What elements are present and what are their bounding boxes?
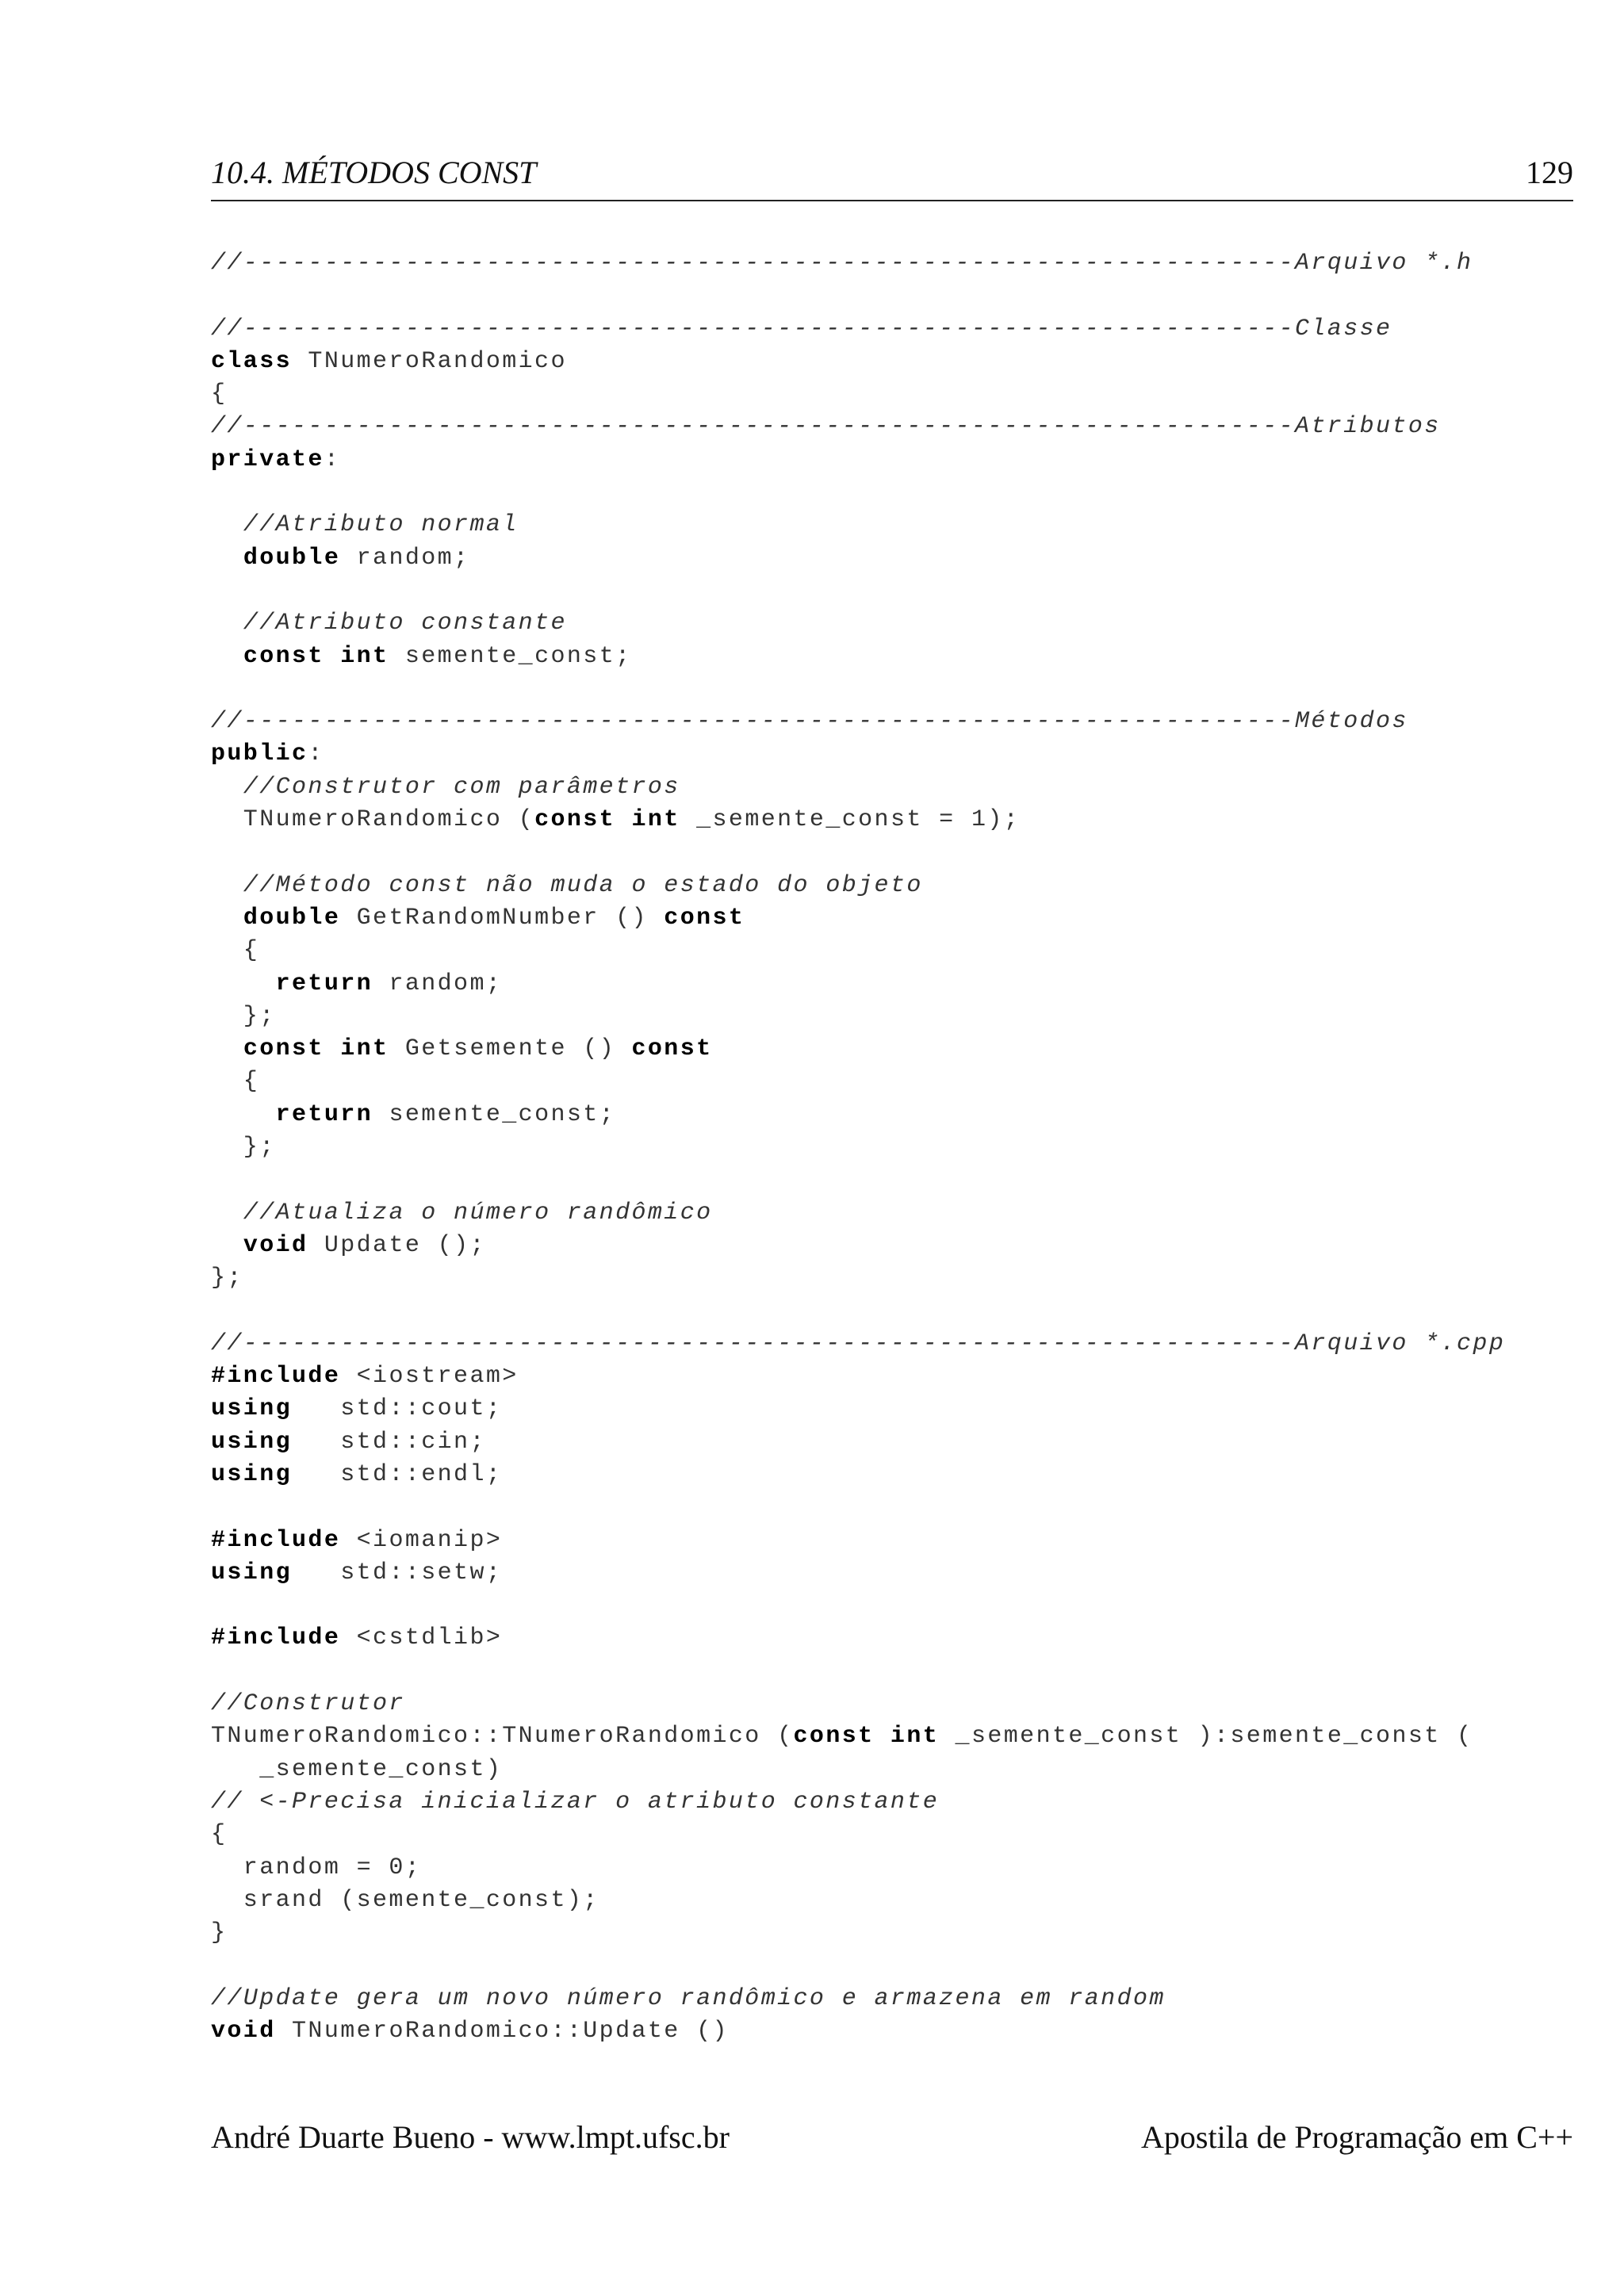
code-text: <iostream> — [340, 1363, 519, 1391]
code-line — [211, 411, 1591, 443]
code-keyword: const — [664, 904, 745, 932]
code-text: }; — [211, 1134, 276, 1161]
code-line — [211, 1720, 1591, 1753]
code-comment: //-----------------------------------------------------------------Arquivo *.cpp — [211, 1330, 1506, 1357]
code-keyword: #include — [211, 1363, 341, 1391]
code-keyword: void — [243, 1231, 308, 1259]
code-keyword: double — [243, 544, 341, 572]
code-line — [211, 1099, 1591, 1131]
code-text — [211, 970, 276, 997]
code-comment: //-----------------------------------------------------------------Métodos — [211, 708, 1408, 736]
code-line — [211, 1885, 1591, 1917]
code-line — [211, 641, 1591, 673]
code-text — [211, 872, 243, 899]
code-text — [211, 905, 243, 932]
code-keyword: using — [211, 1428, 293, 1456]
code-text: TNumeroRandomico::Update () — [275, 2018, 729, 2045]
code-keyword: return — [275, 970, 373, 997]
code-text: { — [211, 937, 260, 965]
code-line — [211, 1983, 1591, 2015]
code-line — [211, 1754, 1591, 1786]
code-keyword: using — [211, 1395, 293, 1423]
code-line — [211, 575, 1591, 607]
code-line — [211, 1950, 1591, 1982]
code-comment: //Construtor com parâmetros — [243, 773, 680, 801]
code-text: semente_const; — [389, 642, 632, 670]
code-text — [211, 1101, 276, 1128]
code-line — [211, 1688, 1591, 1720]
code-text: }; — [211, 1265, 243, 1292]
code-text: : — [308, 740, 324, 768]
code-text: random = 0; — [211, 1854, 422, 1881]
code-line — [211, 1557, 1591, 1590]
code-keyword: #include — [211, 1526, 341, 1554]
code-line — [211, 607, 1591, 640]
code-line — [211, 870, 1591, 902]
code-line — [211, 1655, 1591, 1688]
code-text: <iomanip> — [340, 1526, 503, 1554]
code-line — [211, 902, 1591, 935]
code-text: _semente_const = 1); — [680, 806, 1021, 834]
code-line — [211, 346, 1591, 378]
code-line — [211, 313, 1591, 346]
code-line — [211, 1819, 1591, 1851]
code-comment: //Update gera um novo número randômico e armazena em random — [211, 1984, 1166, 2012]
code-line — [211, 247, 1591, 280]
code-line — [211, 1197, 1591, 1230]
code-line — [211, 1590, 1591, 1622]
code-line — [211, 1131, 1591, 1164]
code-line — [211, 2015, 1591, 2048]
code-line — [211, 1033, 1591, 1066]
code-text — [211, 1232, 243, 1259]
code-comment: //-----------------------------------------------------------------Atributos — [211, 413, 1441, 441]
code-keyword: using — [211, 1460, 293, 1488]
code-text — [211, 643, 243, 670]
code-line — [211, 1164, 1591, 1196]
code-line — [211, 1360, 1591, 1393]
code-line — [211, 1328, 1591, 1360]
code-text: TNumeroRandomico — [292, 347, 567, 375]
code-keyword: double — [243, 904, 341, 932]
code-text: Update (); — [308, 1231, 486, 1259]
code-text: std::setw; — [292, 1559, 503, 1586]
code-text: _semente_const ):semente_const ( — [939, 1723, 1473, 1751]
code-line — [211, 771, 1591, 804]
code-line — [211, 542, 1591, 575]
code-text: { — [211, 1068, 260, 1096]
code-line — [211, 509, 1591, 541]
code-text: { — [211, 1821, 228, 1849]
code-line — [211, 935, 1591, 967]
code-text — [211, 610, 243, 637]
code-text: Getsemente () — [389, 1035, 632, 1063]
code-text: <cstdlib> — [340, 1624, 503, 1652]
code-text: GetRandomNumber () — [340, 904, 665, 932]
code-line — [211, 1001, 1591, 1033]
code-line — [211, 1525, 1591, 1557]
page-header — [211, 151, 1573, 201]
code-line — [211, 378, 1591, 411]
code-text: semente_const; — [373, 1100, 616, 1128]
code-line — [211, 804, 1591, 836]
code-line — [211, 280, 1591, 312]
code-text — [211, 774, 243, 801]
code-keyword: class — [211, 347, 293, 375]
code-comment: //Método const não muda o estado do objeto — [243, 871, 923, 899]
code-line — [211, 706, 1591, 738]
code-line — [211, 1262, 1591, 1295]
code-text: } — [211, 1919, 228, 1947]
code-text: srand (semente_const); — [211, 1886, 599, 1914]
code-keyword: const — [631, 1035, 713, 1063]
code-line — [211, 1426, 1591, 1459]
code-text: std::cin; — [292, 1428, 486, 1456]
code-text: std::endl; — [292, 1460, 503, 1488]
code-text: { — [211, 381, 228, 408]
code-listing — [211, 247, 1591, 2048]
code-text: TNumeroRandomico::TNumeroRandomico ( — [211, 1723, 794, 1751]
code-text: random; — [340, 544, 470, 572]
code-line — [211, 444, 1591, 476]
code-text: }; — [211, 1002, 276, 1030]
code-comment: //Atualiza o número randômico — [243, 1199, 713, 1226]
code-keyword: private — [211, 446, 324, 473]
code-line — [211, 738, 1591, 771]
code-comment: //-----------------------------------------------------------------Classe — [211, 315, 1392, 342]
code-keyword: const int — [243, 642, 389, 670]
code-line — [211, 673, 1591, 706]
code-text: std::cout; — [292, 1395, 503, 1423]
code-comment: // <-Precisa inicializar o atributo constante — [211, 1788, 940, 1816]
code-line — [211, 1622, 1591, 1655]
footer-author: André Duarte Bueno - www.lmpt.ufsc.br — [211, 2119, 730, 2155]
code-keyword: void — [211, 2018, 276, 2045]
footer-book-title: Apostila de Programação em C++ — [1141, 2119, 1573, 2155]
code-line — [211, 1917, 1591, 1950]
code-line — [211, 1393, 1591, 1425]
code-text — [211, 511, 243, 538]
code-line — [211, 836, 1591, 869]
code-keyword: const int — [534, 806, 680, 834]
code-keyword: using — [211, 1559, 293, 1586]
section-title: 10.4. MÉTODOS CONST — [211, 155, 537, 190]
code-keyword: public — [211, 740, 308, 768]
code-text: random; — [373, 970, 503, 997]
code-text: : — [324, 446, 341, 473]
code-line — [211, 1230, 1591, 1262]
code-comment: //-----------------------------------------------------------------Arquivo *.h — [211, 250, 1473, 277]
code-text: TNumeroRandomico ( — [211, 806, 535, 834]
code-keyword: const int — [243, 1035, 389, 1063]
code-text — [211, 1035, 243, 1062]
code-comment: //Construtor — [211, 1690, 405, 1718]
code-text: _semente_const) — [211, 1755, 503, 1783]
code-line — [211, 968, 1591, 1001]
code-line — [211, 476, 1591, 509]
code-text — [211, 1200, 243, 1226]
code-keyword: return — [275, 1100, 373, 1128]
code-line — [211, 1459, 1591, 1491]
code-line — [211, 1491, 1591, 1524]
code-comment: //Atributo constante — [243, 610, 567, 637]
code-line — [211, 1295, 1591, 1328]
page-number: 129 — [1526, 155, 1573, 190]
code-line — [211, 1852, 1591, 1885]
code-keyword: const int — [793, 1723, 940, 1751]
code-keyword: #include — [211, 1624, 341, 1652]
code-line — [211, 1786, 1591, 1819]
code-line — [211, 1066, 1591, 1098]
code-text — [211, 545, 243, 572]
code-comment: //Atributo normal — [243, 511, 519, 539]
